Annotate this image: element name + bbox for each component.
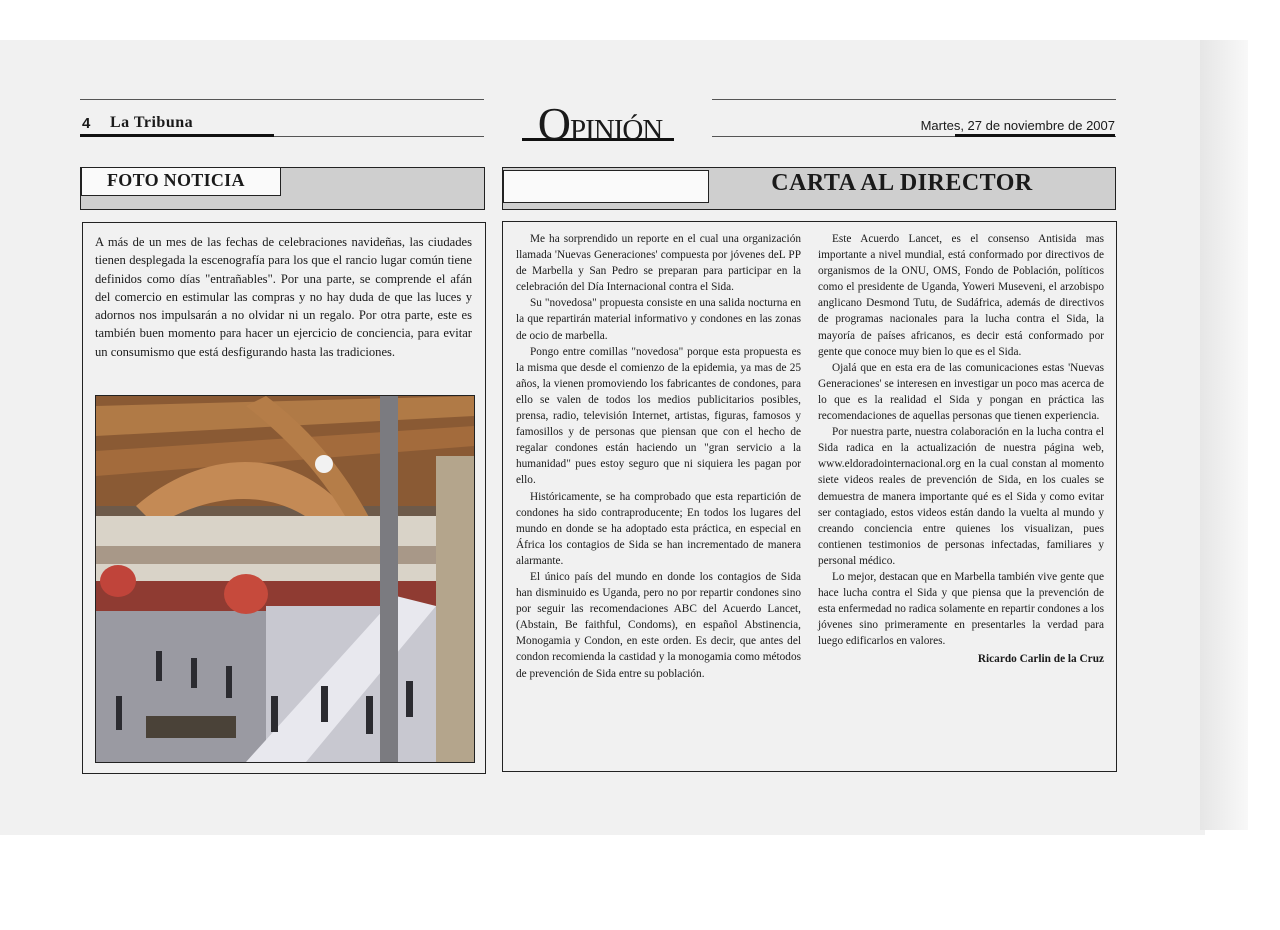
carta-paragraph: Lo mejor, destacan que en Marbella también vive gente que hace lucha contra el Sida y que piensa que la prevención de esta enfermedad no radica solamente en repartir condones a los jóvenes sino primeramente en presentarles la verdad para luego edificarlos en valores.	[818, 570, 1104, 648]
foto-noticia-title: FOTO NOTICIA	[107, 170, 245, 190]
mall-photo-illustration	[96, 396, 474, 762]
header-rule-top-left	[80, 99, 484, 100]
shopping-mall-photo	[95, 395, 475, 763]
carta-paragraph: Históricamente, se ha comprobado que esta repartición de condones ha sido contraproducente; En todos los lugares del mundo en donde se ha adoptado esta práctica, en especial en África los contagios de Sida se han incrementado de manera alarmante.	[516, 490, 801, 567]
issue-date: Martes, 27 de noviembre de 2007	[920, 118, 1115, 133]
page-number: 4	[82, 115, 91, 132]
carta-title: CARTA AL DIRECTOR	[771, 170, 1033, 196]
carta-paragraph: Por nuestra parte, nuestra colaboración en la lucha contra el Sida radica en la actualización de nuestra página web, www.eldoradointernacional.org en la cual constan al momento siete videos reales de prevención de Sida, en los cuales se demuestra de manera importante qué es el Sida y como evitar ser contagiado, estos videos están dando la vuelta al mundo y creando conciencia entre quienes los visualizan, pues contienen testimonios de personas infectadas, familiares y personal médico.	[818, 426, 1104, 567]
header-rule-thick-left	[80, 134, 274, 137]
foto-noticia-text: A más de un mes de las fechas de celebraciones navideñas, las ciudades tienen desplegada la escenografía para los que el rancio lugar común tiene definidos como días "entrañables". Por una parte, se comprende el afán del comercio en estimular las compras y no hay duda de que las luces y adornos nos impulsarán a no olvidar ni un regalo. Por otra parte, este es también buen momento para hacer un ejercicio de conciencia, para evitar un consumismo que está desfigurando hasta las tradiciones.	[95, 235, 472, 359]
section-title-rest: PINIÓN	[569, 114, 663, 146]
carta-paragraph: Ojalá que en esta era de las comunicaciones estas 'Nuevas Generaciones' se interesen en investigar un poco mas acerca de lo que es la realidad el Sida y pongan en práctica las recomendaciones de aquellas personas que tienen experiencia.	[818, 361, 1104, 423]
carta-column-1	[516, 231, 801, 682]
section-title	[520, 97, 680, 150]
carta-paragraph: Su "novedosa" propuesta consiste en una salida nocturna en la que repartirán material informativo y condones en las zonas de ocio de marbella.	[516, 297, 801, 342]
carta-paragraph: El único país del mundo en donde los contagios de Sida han disminuido es Uganda, pero no por repartir condones sino por seguir las recomendaciones ABC del Acuerdo Lancet, (Abstain, Be faithful, Condoms), en español Abstinencia, Monogamia y Condon, en este orden. Es decir, que antes del condon recomienda la castidad y la monogamia como métodos de prevención de Sida entre su población.	[516, 570, 801, 680]
carta-paragraph: Me ha sorprendido un reporte en el cual una organización llamada 'Nuevas Generaciones' compuesta por jóvenes deL PP de Marbella y San Pedro se preparan para participar en la celebración del Día Internacional contra el Sida.	[516, 233, 801, 294]
carta-column-2	[818, 231, 1104, 668]
section-title-initial: O	[537, 98, 570, 149]
page-edge-shadow	[1200, 40, 1248, 830]
newspaper-masthead: La Tribuna	[110, 114, 194, 131]
carta-signature: Ricardo Carlin de la Cruz	[977, 653, 1104, 666]
carta-paragraph: Este Acuerdo Lancet, es el consenso Antisida mas importante a nivel mundial, está conformado por directivos de organismos de la ONU, OMS, Fondo de Población, políticos como el presidente de Uganda, Yoweri Museveni, el arzobispo anglicano Desmond Tutu, de Sudáfrica, además de directivos de programas nacionales para la lucha contra el Sida, la mayoría de países africanos, es decir está conformado por gente que conoce muy bien lo que es el Sida.	[818, 233, 1104, 358]
header-rule-top-right	[712, 99, 1116, 100]
carta-paragraph: Pongo entre comillas "novedosa" porque esta propuesta es la misma que desde el comienzo de la epidemia, ya mas de 25 años, la vienen promoviendo los fabricantes de condones, para ello se valen de todos los medios publicitarios posibles, prensa, radio, televisión Internet, artistas, figuras, famosos y famosillos y de personas que piensan que con el hecho de regalar condones están haciendo un "gran servicio a la humanidad" pues estoy seguro que ni siquiera les pagan por ello.	[516, 345, 801, 487]
header-rule-thick-right	[955, 134, 1115, 137]
carta-header-tab	[503, 170, 709, 203]
